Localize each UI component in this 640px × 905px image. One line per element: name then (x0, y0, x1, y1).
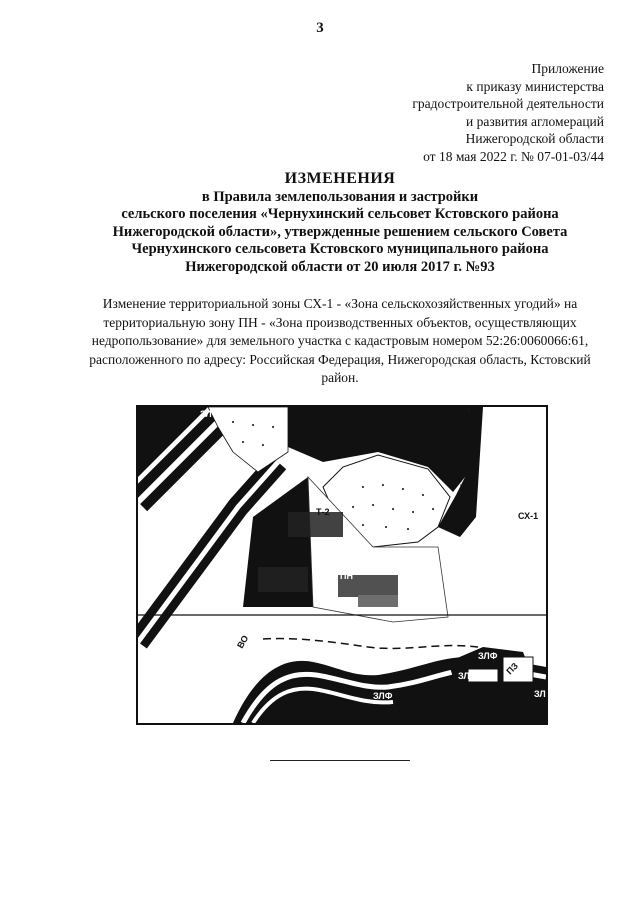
label-t2-right: Т-2 (460, 483, 474, 493)
appendix-block (304, 60, 604, 165)
label-zlf-top: ЗЛФ (200, 409, 220, 419)
appendix-line: от 18 мая 2022 г. № 07-01-03/44 (423, 148, 604, 164)
description-line: расположенного по адресу: Российская Федерация, Нижегородская область, Кстовский (89, 351, 591, 367)
title-line: Чернухинского сельсовета Кстовского муниципального района (131, 241, 549, 257)
page-number: 3 (316, 20, 324, 36)
title-heading: ИЗМЕНЕНИЯ (284, 170, 396, 187)
description-line: территориальную зону ПН - «Зона производственных объектов, осуществляющих (103, 314, 577, 330)
title-line: Нижегородской области от 20 июля 2017 г. №93 (185, 258, 495, 275)
label-cx1: СХ-1 (518, 511, 539, 521)
description-line: Изменение территориальной зоны СХ-1 - «Зона сельскохозяйственных угодий» на (102, 296, 578, 311)
document-title (40, 170, 640, 276)
title-line: в Правила землепользования и застройки (201, 188, 479, 205)
change-description (70, 295, 610, 388)
appendix-line: Нижегородской области (465, 131, 604, 146)
zoning-map-svg (138, 407, 546, 723)
label-zlf-bottom-2: ЗЛФ (458, 671, 478, 681)
label-zlf-edge: ЗЛ (534, 689, 546, 699)
label-zlf-bottom-1: ЗЛФ (373, 691, 393, 701)
label-pn: ПН (340, 571, 353, 581)
appendix-line: и развития агломераций (465, 113, 604, 129)
zoning-map (136, 405, 548, 725)
appendix-line: к приказу министерства (466, 78, 604, 94)
label-vo: ВО (235, 633, 251, 650)
description-line: район. (321, 370, 359, 385)
description-line: недропользование» для земельного участка с кадастровым номером 52:26:0060066:61, (91, 333, 589, 348)
appendix-line: Приложение (531, 61, 604, 76)
label-zlf-bottom-3: ЗЛФ (478, 651, 498, 661)
appendix-line: градостроительной деятельности (412, 96, 604, 111)
footer-rule (270, 760, 410, 761)
label-pz: ПЗ (504, 660, 520, 677)
title-line: Нижегородской области», утвержденные решением сельского Совета (112, 223, 568, 240)
label-t2-left: Т-2 (316, 507, 330, 517)
title-line: сельского поселения «Чернухинский сельсовет Кстовского района (121, 206, 559, 222)
